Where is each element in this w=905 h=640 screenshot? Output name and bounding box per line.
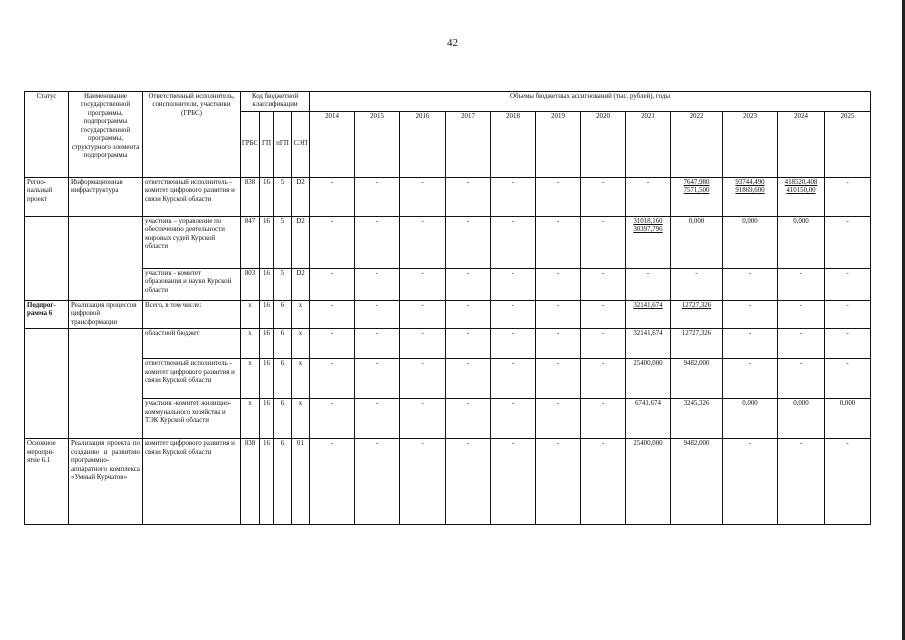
header-year: 2021 <box>626 112 671 178</box>
row-value: - <box>491 217 536 269</box>
row-value: - <box>355 217 400 269</box>
row-value: 32141,674 <box>626 301 671 329</box>
row-value: - <box>310 399 355 439</box>
row-code: x <box>292 359 310 399</box>
row-value: - <box>491 269 536 301</box>
row-value: - <box>355 399 400 439</box>
header-year: 2018 <box>491 112 536 178</box>
row-value: - <box>536 399 581 439</box>
row-code: 16 <box>260 269 274 301</box>
row-executor: участник - комитет образования и науки Курской области <box>143 269 241 301</box>
table-row <box>25 178 871 217</box>
row-value: - <box>723 329 778 359</box>
row-code: 838 <box>241 439 260 525</box>
row-code: 847 <box>241 217 260 269</box>
row-value: - <box>825 439 871 525</box>
row-value: 25400,000 <box>626 359 671 399</box>
row-value: - <box>536 301 581 329</box>
row-name <box>69 329 143 439</box>
row-code: 6 <box>274 329 292 359</box>
row-code: 838 <box>241 178 260 217</box>
row-value: - <box>825 178 871 217</box>
row-value: - <box>491 399 536 439</box>
row-value: 12727,326 <box>671 329 723 359</box>
row-value: 0,000 <box>723 399 778 439</box>
header-year: 2014 <box>310 112 355 178</box>
row-name: Реализация процессов цифровой трансформации <box>69 301 143 329</box>
row-value: - <box>446 359 491 399</box>
row-code: 16 <box>260 359 274 399</box>
row-code: 5 <box>274 269 292 301</box>
row-value: - <box>536 217 581 269</box>
header-year: 2019 <box>536 112 581 178</box>
row-value: - <box>536 439 581 525</box>
row-executor: ответственный исполнитель - комитет цифрового развития и связи Курской области <box>143 178 241 217</box>
row-value: - <box>400 439 446 525</box>
row-code: 16 <box>260 178 274 217</box>
row-code: 16 <box>260 217 274 269</box>
header-year: 2016 <box>400 112 446 178</box>
row-status <box>25 217 69 301</box>
row-code: 5 <box>274 217 292 269</box>
row-value: - <box>723 439 778 525</box>
page-number: 42 <box>447 37 458 49</box>
table-row <box>25 269 871 301</box>
row-value: 6741,674 <box>626 399 671 439</box>
header-code-col: СЭП <box>292 112 310 178</box>
header-name: Наименование государственной программы, подпрограммы государственной программы, структурного элемента подпрограммы <box>69 92 143 178</box>
row-value: - <box>310 439 355 525</box>
header-code-col: ГП <box>260 112 274 178</box>
row-value: - <box>446 269 491 301</box>
row-code: D2 <box>292 269 310 301</box>
row-code: 6 <box>274 399 292 439</box>
table-row <box>25 329 871 359</box>
row-value: 0,000 <box>825 399 871 439</box>
row-value: 25400,000 <box>626 439 671 525</box>
header-status: Статус <box>25 92 69 178</box>
row-value: - <box>400 399 446 439</box>
row-value: - <box>400 301 446 329</box>
row-value: - <box>626 178 671 217</box>
row-value: - <box>778 439 825 525</box>
row-status: Регио-нальный проект <box>25 178 69 217</box>
row-value: - <box>825 359 871 399</box>
table-row <box>25 399 871 439</box>
row-value: - <box>400 359 446 399</box>
header-code: Код бюджетной классификации <box>241 92 310 112</box>
row-value: - <box>400 178 446 217</box>
row-name: Информационная инфраструктура <box>69 178 143 217</box>
header-year: 2017 <box>446 112 491 178</box>
table-row <box>25 439 871 525</box>
row-value: - <box>778 329 825 359</box>
row-code: 5 <box>274 178 292 217</box>
row-value: - <box>825 217 871 269</box>
row-value: - <box>581 178 626 217</box>
row-value: - <box>536 359 581 399</box>
row-code: x <box>292 301 310 329</box>
header-executor: Ответственный исполнитель, соисполнители, участники (ГРБС) <box>143 92 241 178</box>
row-code: 16 <box>260 399 274 439</box>
header-year: 2024 <box>778 112 825 178</box>
row-value: - <box>355 301 400 329</box>
row-value: - <box>778 301 825 329</box>
row-value: 12727,326 <box>671 301 723 329</box>
row-code: x <box>241 301 260 329</box>
row-value: - <box>400 217 446 269</box>
row-value: 32141,674 <box>626 329 671 359</box>
row-value: - <box>355 359 400 399</box>
row-value: 0,000 <box>778 399 825 439</box>
row-status <box>25 329 69 439</box>
header-code-col: пГП <box>274 112 292 178</box>
table-row <box>25 301 871 329</box>
row-value: 418520,408 410150,00 <box>778 178 825 217</box>
row-value: - <box>581 439 626 525</box>
row-code: 01 <box>292 439 310 525</box>
row-code: 803 <box>241 269 260 301</box>
row-value: - <box>825 301 871 329</box>
header-code-col: ГРБС <box>241 112 260 178</box>
row-value: 7647,980 7571,500 <box>671 178 723 217</box>
row-code: D2 <box>292 178 310 217</box>
row-value: 93744,490 91869,600 <box>723 178 778 217</box>
row-value: - <box>581 399 626 439</box>
row-value: 0,000 <box>671 217 723 269</box>
row-code: x <box>292 329 310 359</box>
row-value: - <box>446 178 491 217</box>
row-value: 0,000 <box>723 217 778 269</box>
row-code: x <box>241 359 260 399</box>
header-year: 2022 <box>671 112 723 178</box>
row-value: - <box>491 359 536 399</box>
row-status: Подпрог-рамма 6 <box>25 301 69 329</box>
row-value: - <box>536 178 581 217</box>
row-value: - <box>355 439 400 525</box>
row-code: x <box>241 399 260 439</box>
row-code: 16 <box>260 301 274 329</box>
row-value: 31018,160 30397,796 <box>626 217 671 269</box>
row-executor: областной бюджет <box>143 329 241 359</box>
row-value: - <box>581 269 626 301</box>
row-value: - <box>446 439 491 525</box>
row-value: 3245,326 <box>671 399 723 439</box>
table-row <box>25 359 871 399</box>
row-status: Основное меропри-ятие 6.1 <box>25 439 69 525</box>
row-value: - <box>355 329 400 359</box>
row-executor: участник – управление по обеспечению деятельности мировых судей Курской области <box>143 217 241 269</box>
row-value: - <box>446 399 491 439</box>
row-value: - <box>581 217 626 269</box>
row-value: - <box>446 329 491 359</box>
row-value: - <box>723 359 778 399</box>
row-value: - <box>536 269 581 301</box>
row-value: 9482,000 <box>671 359 723 399</box>
row-value: 0,000 <box>778 217 825 269</box>
row-code: 6 <box>274 439 292 525</box>
row-executor: участник -комитет жилищно-коммунального хозяйства и ТЭК Курской области <box>143 399 241 439</box>
row-value: - <box>310 178 355 217</box>
row-value: - <box>310 269 355 301</box>
row-value: - <box>310 217 355 269</box>
row-code: 16 <box>260 329 274 359</box>
row-value: - <box>491 329 536 359</box>
row-code: 6 <box>274 301 292 329</box>
row-value: - <box>825 329 871 359</box>
row-executor: ответственный исполнитель - комитет цифрового развития и связи Курской области <box>143 359 241 399</box>
row-name <box>69 217 143 301</box>
header-year: 2023 <box>723 112 778 178</box>
row-value: - <box>400 269 446 301</box>
row-value: - <box>446 301 491 329</box>
row-value: - <box>400 329 446 359</box>
header-year: 2015 <box>355 112 400 178</box>
row-value: - <box>778 359 825 399</box>
row-value: - <box>723 301 778 329</box>
row-value: - <box>310 301 355 329</box>
row-value: - <box>581 359 626 399</box>
row-value: - <box>626 269 671 301</box>
row-value: - <box>825 269 871 301</box>
header-year: 2020 <box>581 112 626 178</box>
row-value: - <box>491 178 536 217</box>
row-value: - <box>310 329 355 359</box>
row-value: 9482,000 <box>671 439 723 525</box>
table-body <box>25 92 871 525</box>
row-value: - <box>355 178 400 217</box>
row-value: - <box>581 301 626 329</box>
row-code: D2 <box>292 217 310 269</box>
row-value: - <box>723 269 778 301</box>
row-value: - <box>355 269 400 301</box>
row-value: - <box>536 329 581 359</box>
row-value: - <box>446 217 491 269</box>
table-row <box>25 217 871 269</box>
row-value: - <box>310 359 355 399</box>
row-value: - <box>581 329 626 359</box>
row-code: x <box>241 329 260 359</box>
header-year: 2025 <box>825 112 871 178</box>
row-name: Реализация проекта по созданию и развитию программно-аппаратного комплекса «Умный Курчатов» <box>69 439 143 525</box>
row-value: - <box>778 269 825 301</box>
row-code: x <box>292 399 310 439</box>
row-code: 16 <box>260 439 274 525</box>
row-value: - <box>491 439 536 525</box>
row-executor: комитет цифрового развития и связи Курской области <box>143 439 241 525</box>
row-code: 6 <box>274 359 292 399</box>
row-executor: Всего, в том числе: <box>143 301 241 329</box>
row-value: - <box>671 269 723 301</box>
row-value: - <box>491 301 536 329</box>
budget-allocation-table <box>24 91 871 525</box>
header-volumes: Объемы бюджетных ассигнований (тыс. рублей), годы <box>310 92 871 112</box>
